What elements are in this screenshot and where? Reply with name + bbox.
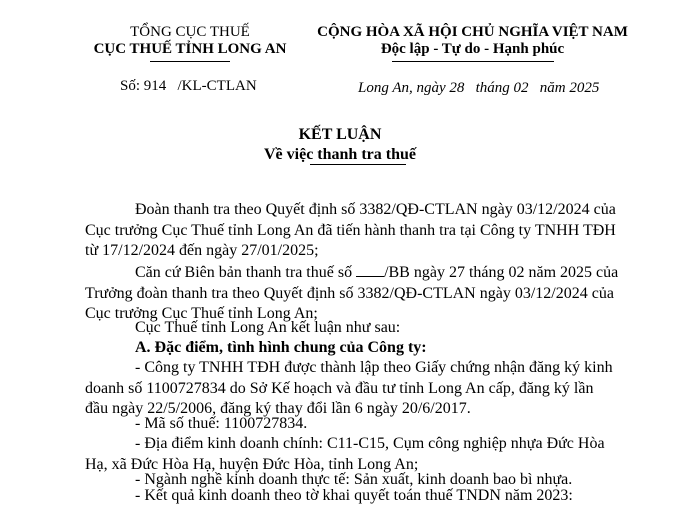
- text-line: doanh số 1100727834 do Sở Kế hoạch và đầu tư tỉnh Long An cấp, đăng ký lần: [85, 379, 594, 397]
- text-line: Cục Thuế tỉnh Long An kết luận như sau:: [135, 319, 401, 336]
- paragraph-tax-code: [85, 414, 635, 435]
- text-line: đầu ngày 22/5/2006, đăng ký thay đổi lần 6 ngày 20/6/2017.: [85, 400, 471, 417]
- document-number: Số: 914 /KL-CTLAN: [120, 78, 257, 94]
- section-a-heading: [85, 338, 635, 359]
- country-name: CỘNG HÒA XÃ HỘI CHỦ NGHĨA VIỆT NAM: [317, 24, 628, 40]
- text-line: - Kết quả kinh doanh theo tờ khai quyết toán thuế TNDN năm 2023:: [135, 487, 573, 504]
- text-line: - Địa điểm kinh doanh chính: C11-C15, Cụm công nghiệp nhựa Đức Hòa: [135, 435, 605, 452]
- agency-name: CỤC THUẾ TỈNH LONG AN: [93, 41, 287, 57]
- text-line: Hạ, xã Đức Hòa Hạ, huyện Đức Hòa, tỉnh Long An;: [85, 455, 419, 473]
- basis-text-start: Căn cứ Biên bản thanh tra thuế số: [135, 264, 357, 281]
- paragraph-business-location: [85, 434, 635, 475]
- text-line: Cục trưởng Cục Thuế tỉnh Long An;: [85, 305, 318, 322]
- blank-field-number: [356, 262, 384, 277]
- motto-underline: [392, 61, 554, 62]
- text-line: Trưởng đoàn thanh tra theo Quyết định số 3382/QĐ-CTLAN ngày 03/12/2024 của: [85, 284, 614, 302]
- paragraph-conclusion-intro: [85, 318, 635, 339]
- document-date: Long An, ngày 28 tháng 02 năm 2025: [358, 80, 600, 96]
- text-line: Cục trưởng Cục Thuế tỉnh Long An đã tiến hành thanh tra tại Công ty TNHH TĐH: [85, 221, 616, 239]
- text-line: từ 17/12/2024 đến ngày 27/01/2025;: [85, 242, 319, 259]
- subtitle-underline: [310, 164, 406, 165]
- document-title: KẾT LUẬN: [298, 126, 382, 143]
- text-line: Đoàn thanh tra theo Quyết định số 3382/QĐ-CTLAN ngày 03/12/2024 của: [135, 201, 616, 218]
- text-line: A. Đặc điểm, tình hình chung của Công ty:: [135, 339, 427, 356]
- text-line: - Mã số thuế: 1100727834.: [135, 415, 308, 432]
- basis-text-end: /BB ngày 27 tháng 02 năm 2025 của: [384, 264, 619, 281]
- text-line: [85, 262, 635, 284]
- paragraph-inspection-team: [85, 200, 635, 262]
- paragraph-company-establishment: [85, 358, 635, 420]
- text-line: - Công ty TNHH TĐH được thành lập theo Giấy chứng nhận đăng ký kinh: [135, 359, 613, 376]
- paragraph-cut-off: [85, 486, 635, 504]
- document-subtitle: Về việc thanh tra thuế: [264, 146, 416, 163]
- agency-parent: TỔNG CỤC THUẾ: [130, 24, 250, 40]
- paragraph-basis: [85, 262, 635, 325]
- text-line: - Ngành nghề kinh doanh thực tế: Sản xuất, kinh doanh bao bì nhựa.: [135, 471, 573, 488]
- agency-underline: [150, 61, 230, 62]
- national-motto: Độc lập - Tự do - Hạnh phúc: [380, 41, 565, 57]
